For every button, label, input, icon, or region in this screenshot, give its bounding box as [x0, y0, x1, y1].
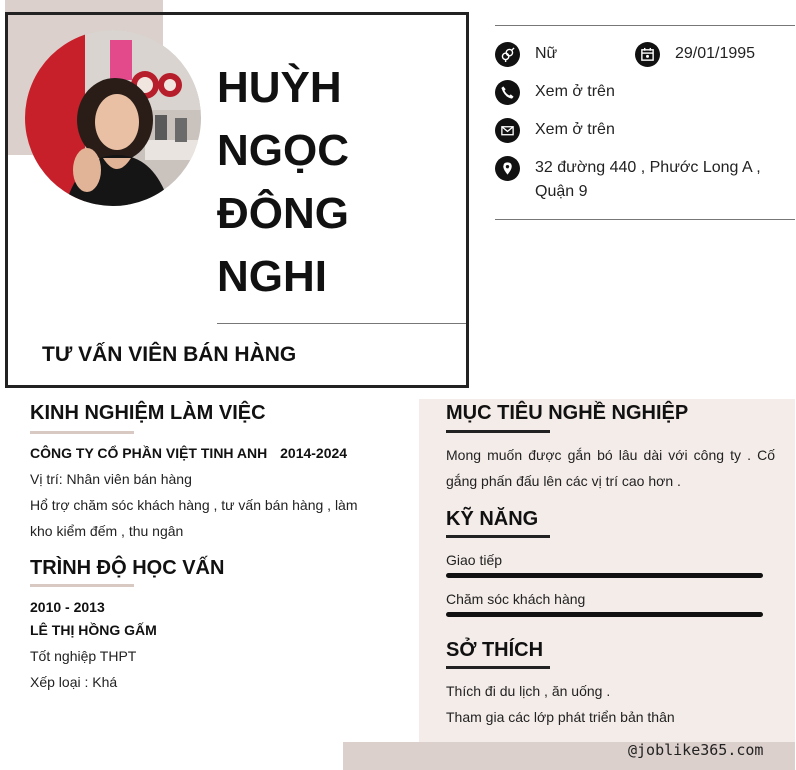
hobby-item-2: Tham gia các lớp phát triển bản thân: [446, 709, 675, 725]
objective-title: MỤC TIÊU NGHỀ NGHIỆP: [446, 402, 689, 424]
skill-bar-2: [446, 612, 763, 617]
name-line-1: HUỲH: [217, 63, 342, 112]
name-divider: [217, 323, 466, 324]
name-line-4: NGHI: [217, 252, 327, 301]
address-value: [535, 156, 761, 204]
education-period: 2010 - 2013: [30, 599, 105, 615]
education-grade: Xếp loại : Khá: [30, 674, 118, 690]
calendar-icon: [635, 42, 660, 67]
experience-position: Vị trí: Nhân viên bán hàng: [30, 471, 192, 487]
location-icon: [495, 156, 520, 181]
hobbies-title-underline: [446, 666, 550, 669]
gender-icon: [495, 42, 520, 67]
experience-duties-line-1: Hổ trợ chăm sóc khách hàng , tư vấn bán hàng , làm: [30, 497, 358, 513]
email-value: Xem ở trên: [535, 121, 615, 138]
address-line-1: 32 đường 440 , Phước Long A ,: [535, 159, 761, 176]
contact-top-divider: [495, 25, 795, 26]
skills-title-underline: [446, 535, 550, 538]
skill-name-2: Chăm sóc khách hàng: [446, 591, 586, 607]
education-school: LÊ THỊ HỒNG GẤM: [30, 622, 157, 638]
birthday-value: 29/01/1995: [675, 45, 756, 62]
candidate-name: [217, 56, 447, 308]
phone-value: Xem ở trên: [535, 83, 615, 100]
experience-period: 2014-2024: [280, 445, 348, 461]
skill-name-1: Giao tiếp: [446, 552, 503, 568]
hobbies-title: SỞ THÍCH: [446, 639, 544, 661]
education-degree: Tốt nghiệp THPT: [30, 648, 137, 664]
watermark: @joblike365.com: [628, 741, 764, 759]
skill-bar-1: [446, 573, 763, 578]
objective-title-underline: [446, 430, 550, 433]
avatar: [25, 30, 201, 206]
experience-company: CÔNG TY CỔ PHẦN VIỆT TINH ANH: [30, 445, 268, 461]
contact-bottom-divider: [495, 219, 795, 220]
mail-icon: [495, 118, 520, 143]
experience-company-row: [30, 445, 347, 461]
objective-text: Mong muốn được gắn bó lâu dài với công ty . Cố gắng phấn đấu lên các vị trí cao hơn .: [446, 447, 775, 489]
name-line-2: NGỌC: [217, 126, 349, 175]
phone-icon: [495, 80, 520, 105]
skills-title: KỸ NĂNG: [446, 508, 539, 530]
name-line-3: ĐÔNG: [217, 189, 349, 238]
job-title: TƯ VẤN VIÊN BÁN HÀNG: [42, 343, 297, 366]
hobby-item-1: Thích đi du lịch , ăn uống .: [446, 683, 611, 699]
experience-title-underline: [30, 431, 134, 434]
gender-value: Nữ: [535, 45, 558, 62]
avatar-photo: [25, 30, 201, 206]
education-title: TRÌNH ĐỘ HỌC VẤN: [30, 557, 225, 579]
experience-duties-line-2: kho kiểm đếm , thu ngân: [30, 523, 184, 539]
experience-title: KINH NGHIỆM LÀM VIỆC: [30, 402, 266, 424]
education-title-underline: [30, 584, 134, 587]
address-line-2: Quận 9: [535, 183, 588, 200]
